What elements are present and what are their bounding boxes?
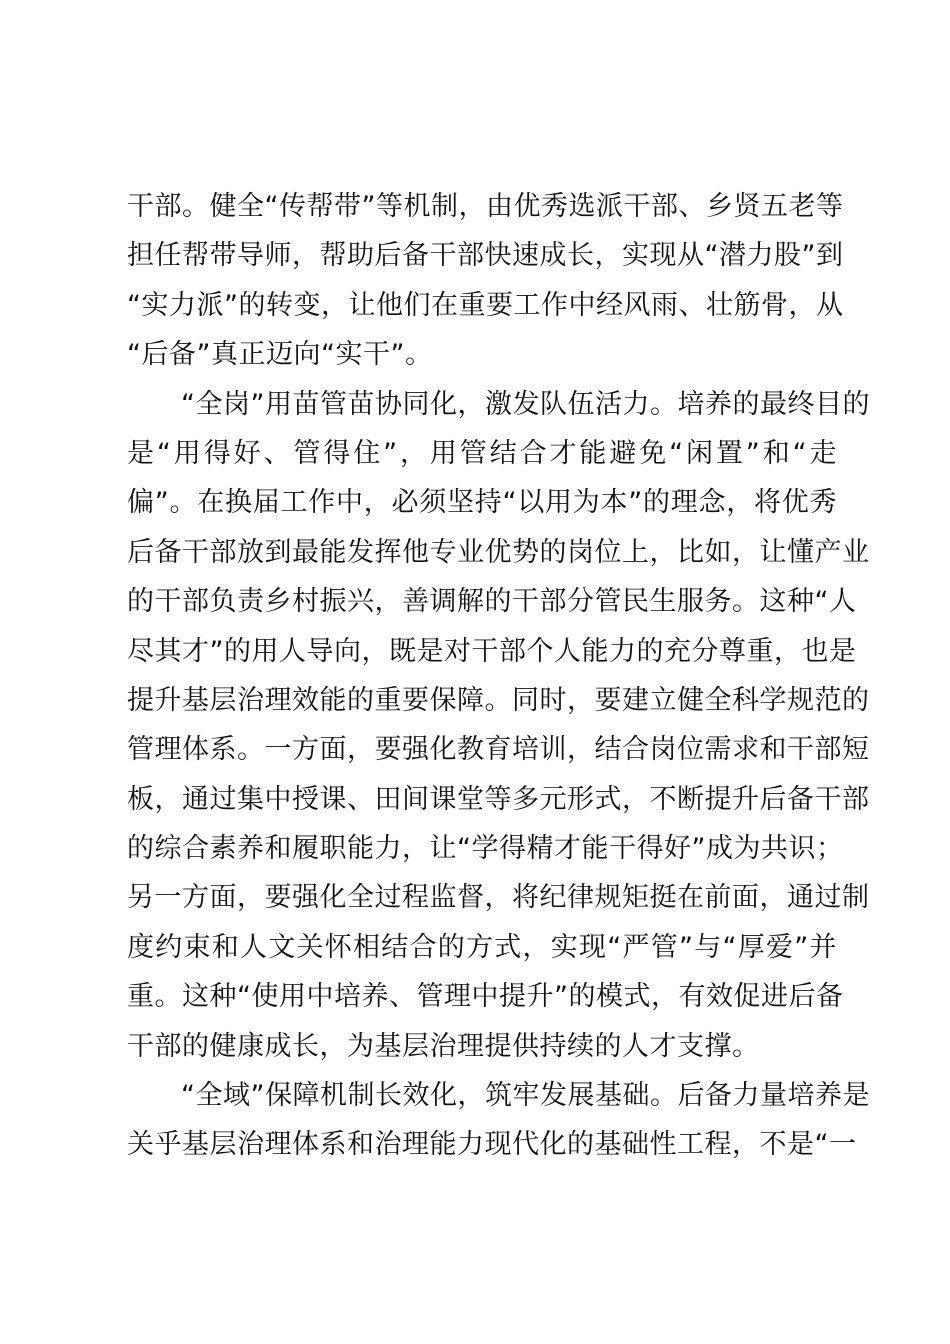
text-line: “后备”真正迈向“实干”。 [127,339,433,371]
text-line: 的干部负责乡村振兴，善调解的干部分管民生服务。这种“人 [127,586,857,618]
text-line: 干部的健康成长，为基层治理提供持续的人才支撑。 [127,1030,760,1062]
text-line: 偏”。在换届工作中，必须坚持“以用为本”的理念，将优秀 [127,487,837,519]
text-line: 重。这种“使用中培养、管理中提升”的模式，有效促进后备 [127,981,844,1013]
text-line: 干部。健全“传帮带”等机制，由优秀选派干部、乡贤五老等 [127,191,844,222]
text-line: “实力派”的转变，让他们在重要工作中经风雨、壮筋骨，从 [127,289,844,321]
paragraph-quangang [127,380,870,1071]
document-body [127,182,870,1170]
text-line: 担任帮带导师，帮助后备干部快速成长，实现从“潜力股”到 [127,240,844,272]
paragraph-continuation [127,182,844,380]
text-line: 提升基层治理效能的重要保障。同时，要建立健全科学规范的 [127,684,870,716]
paragraph-quanyu [127,1071,870,1170]
text-line: 关乎基层治理体系和治理能力现代化的基础性工程，不是“一 [127,1129,857,1161]
text-line: 另一方面，要强化全过程监督，将纪律规矩挺在前面，通过制 [127,882,870,914]
text-line: 后备干部放到最能发挥他专业优势的岗位上，比如，让懂产业 [127,536,870,568]
text-line: 是“用得好、管得住”，用管结合才能避免“闲置”和“走 [127,437,837,469]
text-line: 的综合素养和履职能力，让“学得精才能干得好”成为共识； [127,833,844,865]
text-line: 板，通过集中授课、田间课堂等多元形式，不断提升后备干部 [127,783,870,815]
text-line: 度约束和人文关怀相结合的方式，实现“严管”与“厚爱”并 [127,931,837,963]
text-line: “全域”保障机制长效化，筑牢发展基础。后备力量培养是 [181,1080,870,1112]
text-line: 管理体系。一方面，要强化教育培训，结合岗位需求和干部短 [127,734,870,766]
text-line: “全岗”用苗管苗协同化，激发队伍活力。培养的最终目的 [181,388,870,420]
text-line: 尽其才”的用人导向，既是对干部个人能力的充分尊重，也是 [127,635,857,667]
